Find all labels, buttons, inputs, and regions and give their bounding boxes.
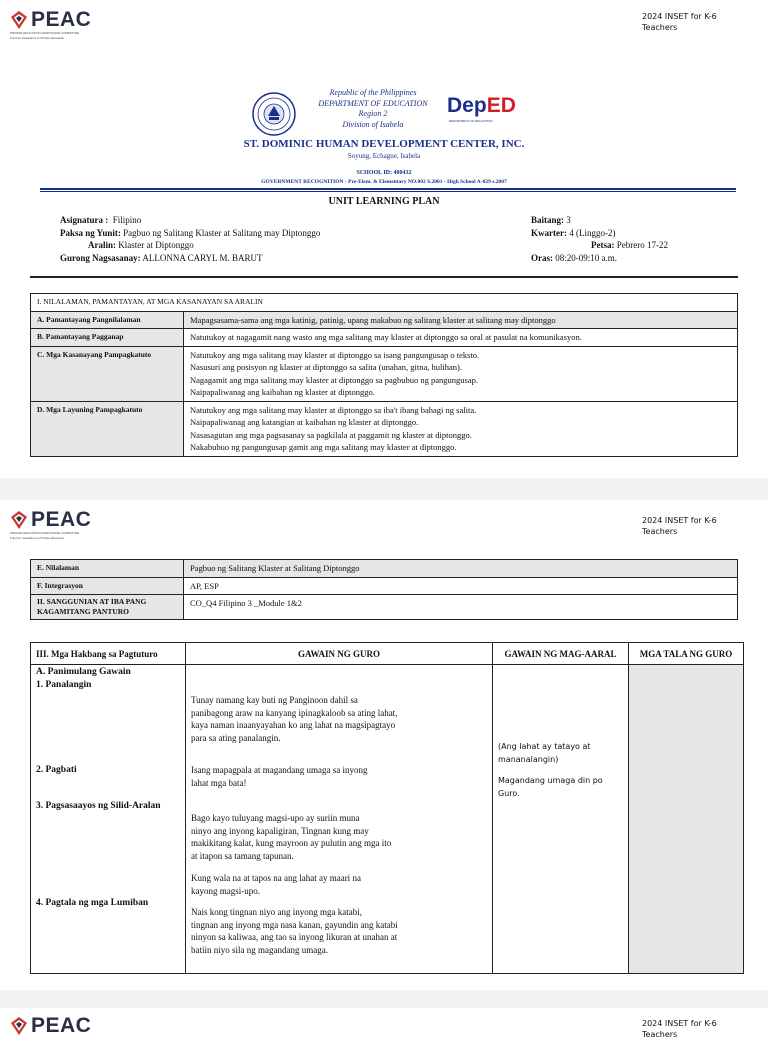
guro-line: Isang mapagpala at magandang umaga sa inyong — [191, 765, 368, 775]
kwarter-label: Kwarter: — [531, 227, 567, 238]
section1-heading: I. NILALAMAN, PAMANTAYAN, AT MGA KASANAYAN SA ARALIN — [31, 294, 738, 312]
row-label: A. Pamantayang Pangnilalaman — [31, 311, 184, 329]
guro-line: at itapon sa tamang tapunan. — [191, 850, 294, 861]
letterhead-divider — [40, 188, 736, 190]
deped-logo-subtitle: DEPARTMENT OF EDUCATION — [449, 119, 493, 123]
letterhead-republic: Republic of the Philippines — [329, 88, 417, 97]
table-row — [31, 311, 738, 329]
mag-aaral-line: Guro. — [498, 788, 520, 798]
table-row — [31, 329, 738, 347]
peac-logo-icon — [10, 10, 28, 30]
government-recognition: GOVERNMENT RECOGNITION - Pre-Elem. & Elementary NO.002 S.2001 - High School A-029 s.2007 — [261, 179, 507, 185]
content-resources-table — [30, 559, 738, 620]
step-item: 1. Panalangin — [36, 680, 92, 690]
peac-logo-text: PEAC — [31, 8, 92, 31]
guro-line: kayong magsi-upo. — [191, 885, 260, 896]
table-header-row — [31, 643, 744, 665]
mag-aaral-paragraph — [498, 741, 591, 766]
deped-seal-icon — [252, 92, 296, 136]
row-line: Natutukoy ang mga salitang may klaster at diptonggo sa isang pangungusap o teksto. — [190, 349, 480, 360]
school-name: ST. DOMINIC HUMAN DEVELOPMENT CENTER, INC. — [243, 138, 525, 150]
table-row — [31, 577, 738, 595]
table-row — [31, 294, 738, 312]
school-address: Soyung, Echague, Isabela — [347, 152, 421, 160]
petsa-label: Petsa: — [591, 240, 615, 250]
row-label: II. SANGGUNIAN AT IBA PANG KAGAMITANG PANTURO — [31, 595, 184, 620]
guro-line: ninyo ang inyong kapaligiran, Tingnan kung may — [191, 825, 369, 836]
peac-logo-subtitle: PRIVATE EDUCATION ASSISTANCE COMMITTEE — [10, 31, 79, 35]
peac-logo-subtitle: PRIVATE EDUCATION ASSISTANCE COMMITTEE — [10, 531, 79, 535]
teaching-steps-table — [30, 642, 744, 974]
peac-logo — [10, 10, 91, 40]
paksa-value: Pagbuo ng Salitang Klaster at Salitang may Diptonggo — [123, 227, 321, 238]
guro-line: tingnan ang inyong mga nasa kanan, gayundin ang katabi — [191, 919, 398, 930]
row-value: AP, ESP — [184, 577, 738, 595]
deped-logo-ed: ED — [486, 94, 516, 117]
letterhead-region: Region 2 — [358, 109, 388, 118]
inset-header: 2024 INSET for K-6 Teachers — [642, 12, 717, 32]
peac-logo-text: PEAC — [31, 508, 92, 531]
row-line: Natutukoy at nagagamit nang wasto ang mga salitang may klaster at diptonggo sa oral at pasulat na komunikasyon. — [190, 332, 582, 342]
row-line: Natutukoy ang mga salitang may klaster at diptonggo sa iba't ibang bahagi ng salita. — [190, 404, 477, 415]
peac-logo-icon — [10, 1016, 28, 1036]
row-label: F. Integrasyon — [31, 577, 184, 595]
peac-logo-subtitle-2: Fund for Assistance to Private Education — [10, 536, 65, 540]
guro-line: makikitang kalat, kung mayroon ay pulutin ang mga ito — [191, 838, 392, 848]
row-label: D. Mga Layuning Pampagkatuto — [31, 401, 184, 456]
plan-meta-left — [60, 214, 320, 264]
column-header: GAWAIN NG MAG-AARAL — [493, 643, 629, 665]
baitang-value: 3 — [566, 215, 571, 225]
row-value: CO_Q4 Filipino 3 _Module 1&2 — [184, 595, 738, 620]
table-row — [31, 346, 738, 401]
document-page-2 — [0, 500, 768, 990]
step-item: 3. Pagsasaayos ng Silid-Aralan — [36, 801, 161, 811]
letterhead-divider-thin — [40, 191, 736, 192]
petsa-value: Pebrero 17-22 — [616, 240, 668, 250]
guro-line: panibagong araw na kanyang ipinagkaloob sa ating lahat, — [191, 707, 398, 718]
kwarter-value: 4 (Linggo-2) — [569, 227, 616, 238]
row-label: B. Pamantayang Pagganap — [31, 329, 184, 347]
letterhead-text — [296, 88, 450, 130]
header-rule — [30, 276, 738, 278]
column-header: III. Mga Hakbang sa Pagtuturo — [31, 643, 186, 665]
peac-logo-icon — [10, 510, 28, 530]
mag-aaral-line: Magandang umaga din po — [498, 776, 603, 785]
step-item: 2. Pagbati — [36, 765, 77, 775]
document-page-3 — [0, 1008, 768, 1048]
content-standards-table — [30, 293, 738, 457]
asignatura-value: Filipino — [112, 215, 142, 225]
guro-line: Tunay namang kay buti ng Panginoon dahil sa — [191, 695, 358, 705]
inset-header: 2024 INSET for K-6 Teachers — [642, 516, 717, 536]
asignatura-label: Asignatura : — [60, 215, 109, 225]
oras-label: Oras: — [531, 252, 553, 263]
column-header: MGA TALA NG GURO — [629, 643, 744, 665]
row-line: Naipapaliwanag ang katangian at kaibahan ng klaster at diptonggo. — [190, 417, 419, 427]
aralin-label: Aralin: — [88, 240, 116, 250]
row-value — [184, 329, 738, 347]
row-value — [184, 311, 738, 329]
guro-line: lahat mga bata! — [191, 777, 247, 788]
guro-paragraph — [191, 906, 398, 956]
deped-logo — [447, 94, 516, 118]
letterhead-department: DEPARTMENT OF EDUCATION — [318, 98, 428, 108]
mag-aaral-paragraph — [498, 775, 603, 800]
paksa-label: Paksa ng Yunit: — [60, 227, 121, 238]
peac-logo — [10, 1016, 91, 1036]
guro-line: kaya naman inaanyayahan ko ang lahat na magsipagtayo — [191, 720, 396, 730]
plan-meta-right — [531, 214, 668, 264]
guro-column — [186, 665, 493, 974]
row-label: C. Mga Kasanayang Pampagkatuto — [31, 346, 184, 401]
guro-line: batiin niyo sila ng magandang umaga. — [191, 944, 328, 955]
mag-aaral-column — [493, 665, 629, 974]
peac-logo-text: PEAC — [31, 1014, 92, 1037]
school-id: SCHOOL ID: 400432 — [356, 170, 412, 176]
guro-paragraph — [191, 872, 361, 897]
step-heading: A. Panimulang Gawain — [36, 667, 131, 677]
gurong-value: ALLONNA CARYL M. BARUT — [142, 252, 263, 263]
guro-line: Bago kayo tuluyang magsi-upo ay suriin muna — [191, 813, 360, 823]
aralin-value: Klaster at Diptonggo — [118, 240, 194, 250]
guro-paragraph — [191, 764, 367, 789]
table-row — [31, 560, 738, 578]
peac-logo — [10, 510, 91, 540]
guro-line: Nais kong tingnan niyo ang inyong mga katabi, — [191, 907, 362, 917]
mag-aaral-line: mananalangin) — [498, 754, 559, 764]
row-value: Pagbuo ng Salitang Klaster at Salitang Diptonggo — [184, 560, 738, 578]
mag-aaral-line: (Ang lahat ay tatayo at — [498, 742, 591, 751]
row-line: Nagagamit ang mga salitang may klaster at diptonggo sa pagbubuo ng pangungusap. — [190, 374, 478, 385]
baitang-label: Baitang: — [531, 215, 565, 225]
row-line: Nasasagutan ang mga pagsasanay sa pagkilala at paggamit ng klaster at diptonggo. — [190, 429, 472, 440]
steps-column — [31, 665, 186, 974]
row-line: Mapagsasama-sama ang mga katinig, patinig, upang makabuo ng salitang klaster at salitang may diptonggo — [190, 314, 556, 325]
table-row — [31, 401, 738, 456]
table-row — [31, 665, 744, 974]
guro-line: Kung wala na at tapos na ang lahat ay maari na — [191, 873, 361, 883]
guro-paragraph — [191, 812, 391, 862]
peac-logo-subtitle-2: Fund for Assistance to Private Education — [10, 36, 65, 40]
row-line: Nasusuri ang posisyon ng klaster at diptonggo sa salita (unahan, gitna, hulihan). — [190, 362, 462, 372]
guro-line: ninyon sa kaliwaa, ang tao sa inyong likuran at unahan at — [191, 932, 398, 942]
tala-column — [629, 665, 744, 974]
deped-logo-dep: Dep — [447, 94, 487, 117]
inset-header: 2024 INSET for K-6 Teachers — [642, 1019, 717, 1039]
oras-value: 08:20-09:10 a.m. — [555, 252, 617, 263]
guro-paragraph — [191, 694, 397, 744]
guro-line: para sa ating panalangin. — [191, 732, 281, 743]
gurong-label: Gurong Nagsasanay: — [60, 252, 141, 263]
row-value — [184, 346, 738, 401]
step-item: 4. Pagtala ng mga Lumiban — [36, 898, 149, 908]
row-line: Nakabubuo ng pangungusap gamit ang mga salitang may klaster at diptonggo. — [190, 442, 457, 452]
letterhead-division: Division of Isabela — [342, 119, 404, 129]
row-line: Naipapaliwanag ang kaibahan ng klaster at diptonggo. — [190, 387, 375, 397]
row-label: E. Nilalaman — [31, 560, 184, 578]
table-row — [31, 595, 738, 620]
document-page-1 — [0, 0, 768, 478]
row-value — [184, 401, 738, 456]
column-header: GAWAIN NG GURO — [186, 643, 493, 665]
unit-learning-plan-title: UNIT LEARNING PLAN — [328, 196, 440, 207]
